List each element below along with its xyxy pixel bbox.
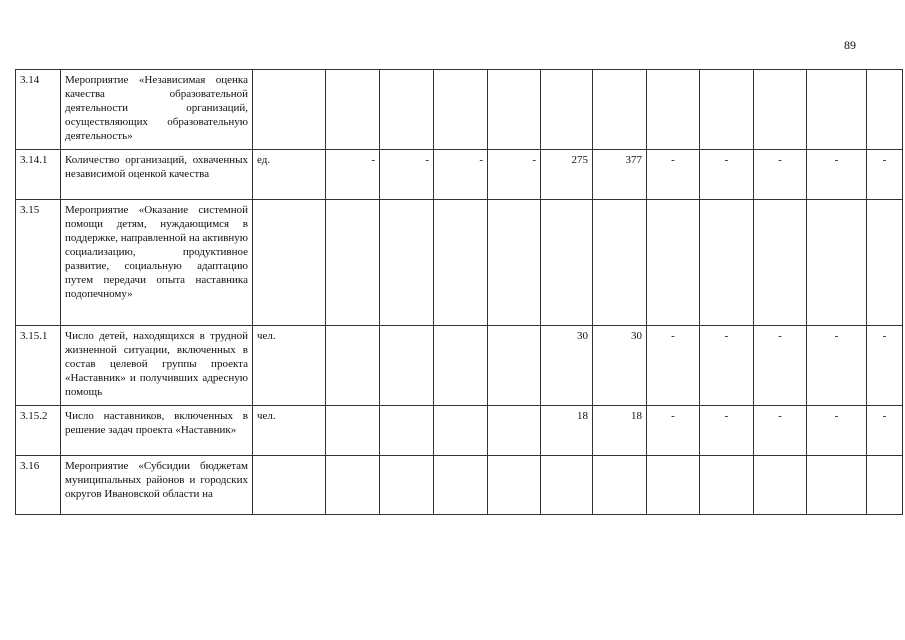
row-number: 3.15.2 [16,406,61,456]
value-cell: 377 [593,150,647,200]
value-cell [647,70,700,150]
value-cell [488,456,541,515]
table-row [16,326,903,406]
value-cell [434,70,488,150]
value-cell [326,70,380,150]
value-cell: - [700,406,754,456]
value-cell [647,200,700,326]
indicators-table [15,69,903,515]
row-unit [253,200,326,326]
value-cell [647,456,700,515]
value-cell [326,326,380,406]
value-cell: - [380,150,434,200]
value-cell [867,70,903,150]
value-cell: - [754,326,807,406]
value-cell [593,70,647,150]
value-cell: - [647,326,700,406]
table-row [16,406,903,456]
value-cell: 30 [593,326,647,406]
value-cell: - [700,326,754,406]
row-unit [253,70,326,150]
value-cell: - [326,150,380,200]
value-cell [541,200,593,326]
value-cell [326,456,380,515]
value-cell: 30 [541,326,593,406]
value-cell [488,406,541,456]
value-cell [807,70,867,150]
value-cell: - [700,150,754,200]
value-cell [754,456,807,515]
value-cell: - [807,150,867,200]
table-row [16,200,903,326]
value-cell [700,200,754,326]
page-number: 89 [844,38,856,52]
value-cell: - [754,406,807,456]
value-cell: - [488,150,541,200]
value-cell [541,70,593,150]
value-cell: - [867,406,903,456]
value-cell: - [867,326,903,406]
value-cell: - [647,150,700,200]
row-unit [253,456,326,515]
row-number: 3.15.1 [16,326,61,406]
value-cell [593,456,647,515]
row-unit: чел. [253,406,326,456]
value-cell: - [647,406,700,456]
value-cell: 18 [593,406,647,456]
value-cell: - [434,150,488,200]
row-description: Количество организаций, охваченных независимой оценкой качества [61,150,253,200]
value-cell [488,326,541,406]
value-cell [700,70,754,150]
value-cell [488,200,541,326]
table-row [16,70,903,150]
row-number: 3.15 [16,200,61,326]
value-cell [380,326,434,406]
value-cell [380,70,434,150]
value-cell [434,326,488,406]
value-cell [434,200,488,326]
row-description: Мероприятие «Независимая оценка качества образовательной деятельности организаций, осуществляющих образовательную деятельность» [61,70,253,150]
value-cell [754,70,807,150]
value-cell [380,406,434,456]
value-cell [380,200,434,326]
row-description: Мероприятие «Субсидии бюджетам муниципальных районов и городских округов Ивановской области на [61,456,253,515]
value-cell [700,456,754,515]
table-row [16,150,903,200]
row-unit: чел. [253,326,326,406]
row-number: 3.14 [16,70,61,150]
value-cell [754,200,807,326]
value-cell [867,200,903,326]
value-cell: - [807,326,867,406]
row-unit: ед. [253,150,326,200]
value-cell: - [807,406,867,456]
value-cell [326,406,380,456]
row-description: Мероприятие «Оказание системной помощи детям, нуждающимся в поддержке, направленной на активную социализацию, продуктивное развитие, социальную адаптацию путем передачи опыта наставника подопечному» [61,200,253,326]
value-cell: 275 [541,150,593,200]
value-cell: 18 [541,406,593,456]
row-number: 3.14.1 [16,150,61,200]
value-cell [434,406,488,456]
value-cell [541,456,593,515]
row-number: 3.16 [16,456,61,515]
value-cell: - [867,150,903,200]
value-cell [488,70,541,150]
value-cell [434,456,488,515]
value-cell [326,200,380,326]
table-row [16,456,903,515]
value-cell [807,200,867,326]
value-cell [807,456,867,515]
value-cell [380,456,434,515]
value-cell: - [754,150,807,200]
value-cell [867,456,903,515]
row-description: Число наставников, включенных в решение задач проекта «Наставник» [61,406,253,456]
row-description: Число детей, находящихся в трудной жизненной ситуации, включенных в состав целевой группы проекта «Наставник» и получивших адресную помощь [61,326,253,406]
value-cell [593,200,647,326]
